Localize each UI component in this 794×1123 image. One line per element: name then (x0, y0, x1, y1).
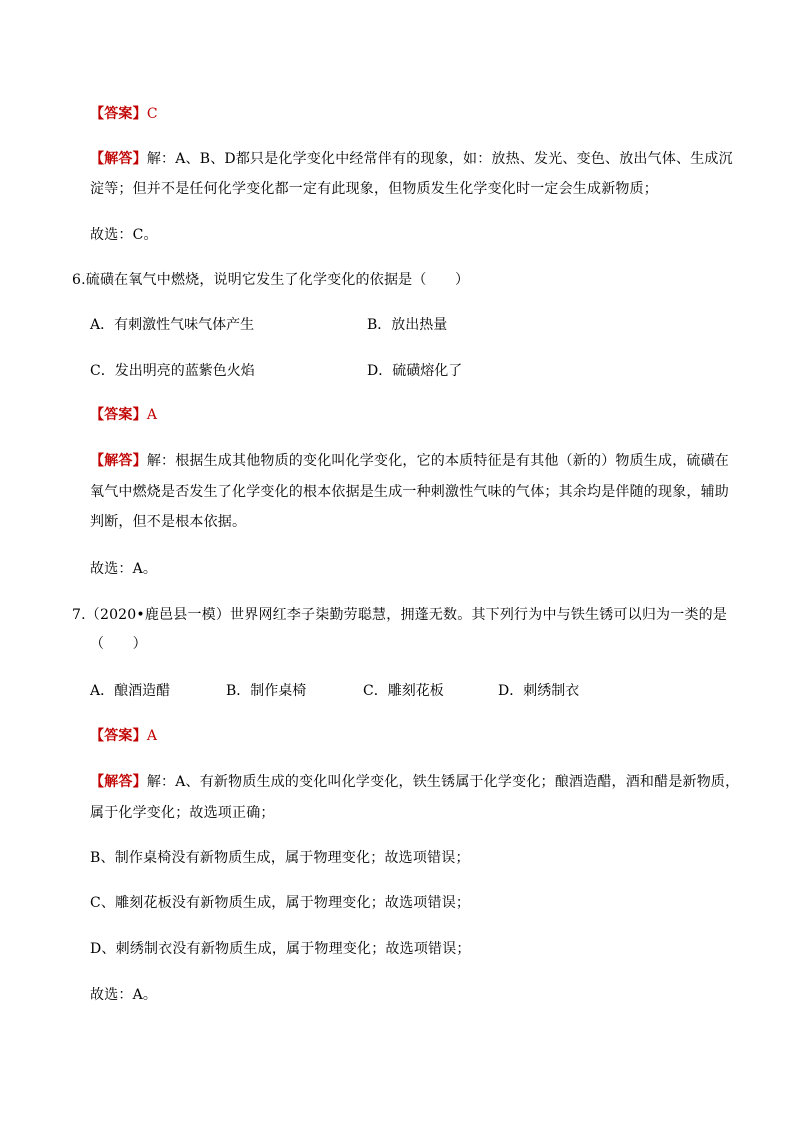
answer-label: 【答案】 (90, 407, 147, 423)
analysis-label: 【解答】 (90, 453, 147, 469)
answer-value: C (146, 106, 158, 122)
q7-option-d: D．刺绣制衣 (498, 683, 580, 699)
analysis-line-q7-1 (90, 772, 739, 792)
answer-line-q5 (90, 104, 158, 124)
analysis-line-q6-3: 判断，但不是根本依据。 (90, 514, 247, 530)
analysis-line-q6-2: 氧气中燃烧是否发生了化学变化的根本依据是生成一种刺激性气味的气体；其余均是伴随的现象，辅助 (90, 484, 729, 500)
question-6-stem: 6.硫磺在氧气中燃烧，说明它发生了化学变化的依据是（ ） (72, 272, 470, 288)
answer-line-q6 (90, 405, 157, 425)
analysis-label: 【解答】 (90, 774, 147, 790)
answer-label: 【答案】 (90, 728, 147, 744)
analysis-text: 解：A、B、D都只是化学变化中经常伴有的现象，如：放热、发光、变色、放出气体、生成沉 (146, 151, 733, 167)
choice-line-q6: 故选：A。 (90, 561, 158, 577)
analysis-line-q7-5: D、刺绣制衣没有新物质生成，属于物理变化；故选项错误； (90, 941, 471, 957)
analysis-line-q7-3: B、制作桌椅没有新物质生成，属于物理变化；故选项错误； (90, 850, 470, 866)
analysis-text: 解：根据生成其他物质的变化叫化学变化，它的本质特征是有其他（新的）物质生成，硫磺在 (146, 453, 730, 469)
analysis-label: 【解答】 (90, 151, 147, 167)
analysis-text: 解：A、有新物质生成的变化叫化学变化，铁生锈属于化学变化；酿酒造醋，酒和醋是新物质， (146, 774, 740, 790)
answer-value: A (146, 728, 158, 744)
q6-option-b: B．放出热量 (367, 317, 448, 333)
choice-line-q5: 故选：C。 (90, 227, 158, 243)
answer-label: 【答案】 (90, 106, 147, 122)
analysis-line-q7-2: 属于化学变化；故选项正确； (90, 805, 275, 821)
analysis-line-q7-4: C、雕刻花板没有新物质生成，属于物理变化；故选项错误； (90, 895, 471, 911)
question-7-stem-1: 7.（2020•鹿邑县一模）世界网红李子柒勤劳聪慧，拥蓬无数。其下列行为中与铁生锈可以归为一类的是 (72, 607, 728, 623)
choice-line-q7: 故选：A。 (90, 987, 158, 1003)
q7-option-b: B．制作桌椅 (226, 683, 307, 699)
q7-option-c: C．雕刻花板 (363, 683, 444, 699)
q6-option-c: C．发出明亮的蓝紫色火焰 (90, 363, 255, 379)
answer-value: A (146, 407, 158, 423)
q6-option-d: D．硫磺熔化了 (367, 363, 463, 379)
analysis-line-q6-1 (90, 451, 729, 471)
q7-option-a: A．酿酒造醋 (90, 683, 171, 699)
analysis-line-q5-2: 淀等；但并不是任何化学变化都一定有此现象，但物质发生化学变化时一定会生成新物质； (90, 181, 658, 197)
q6-option-a: A．有刺激性气味气体产生 (90, 317, 255, 333)
analysis-line-q5-1 (90, 149, 733, 169)
answer-line-q7 (90, 726, 157, 746)
question-7-stem-2: （ ） (90, 636, 147, 652)
